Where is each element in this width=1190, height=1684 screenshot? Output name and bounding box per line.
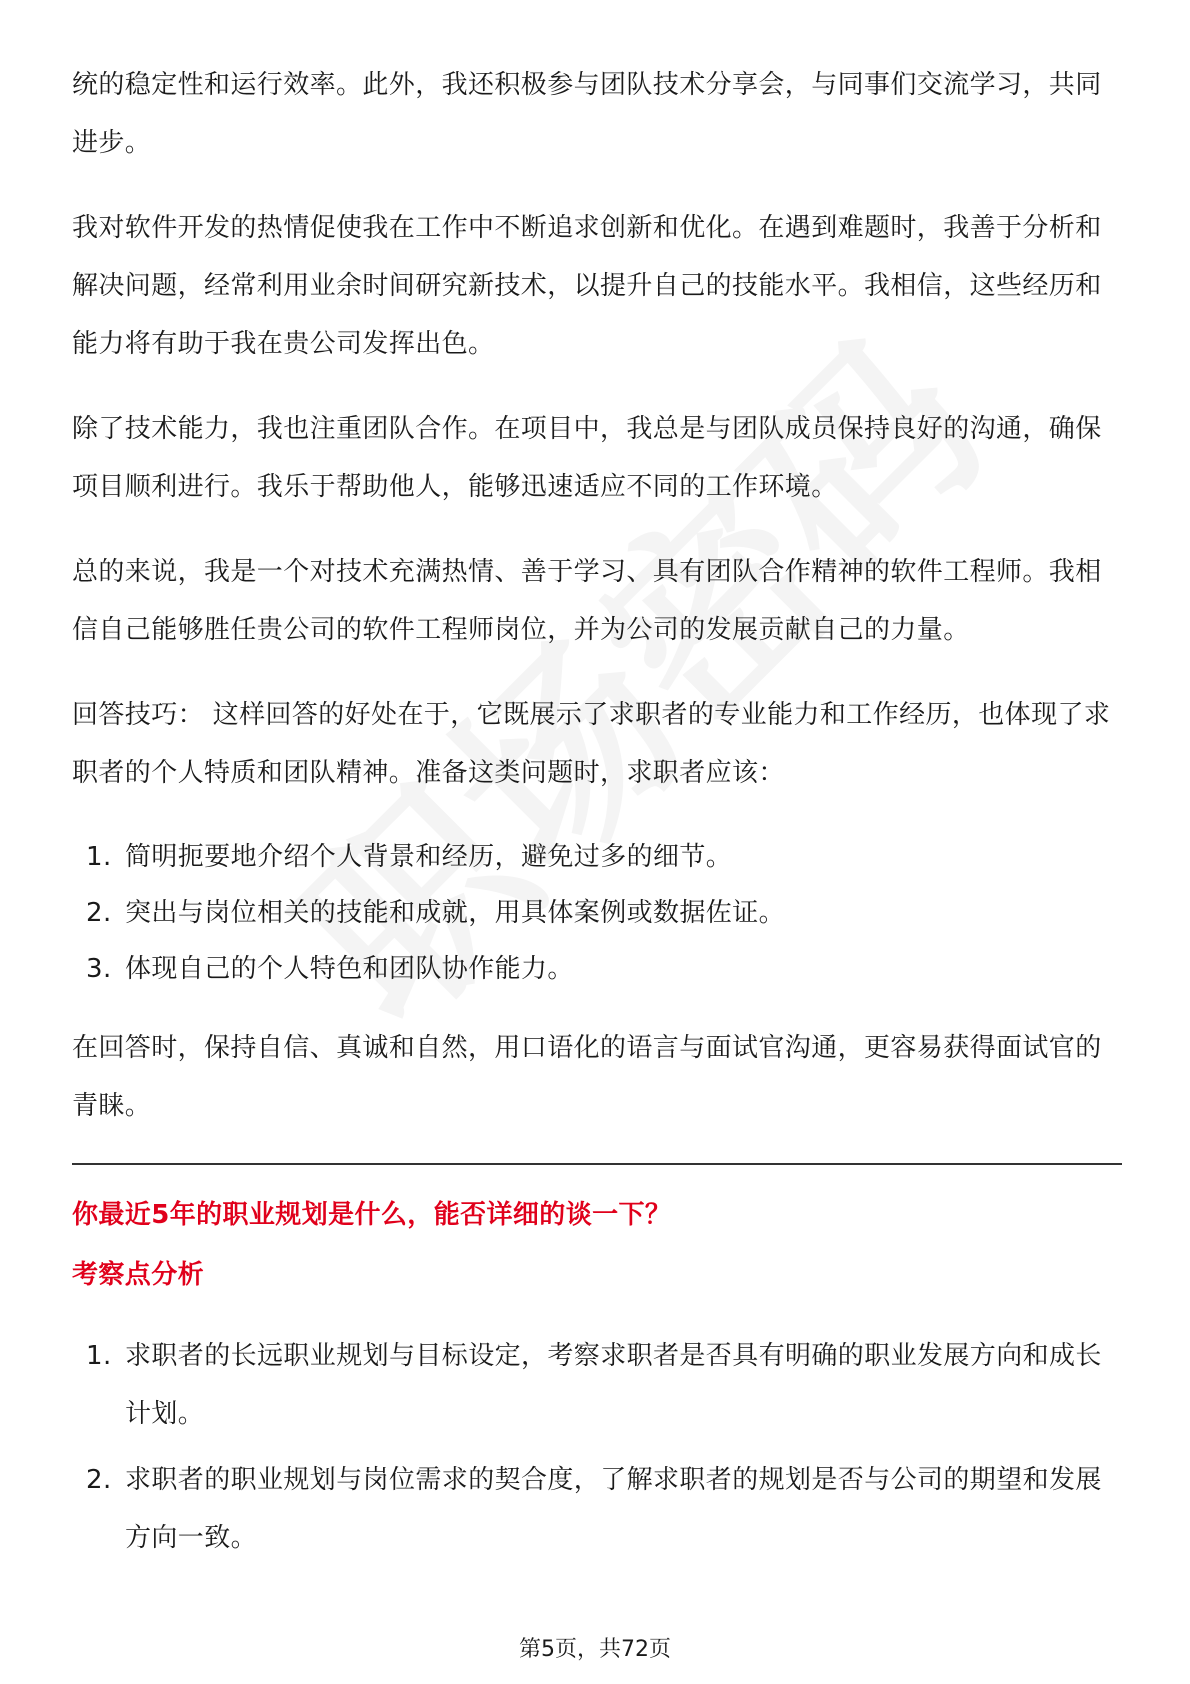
list-number: 1.: [86, 842, 112, 872]
list-item: [72, 941, 1122, 997]
paragraph-summary: 总的来说，我是一个对技术充满热情、善于学习、具有团队合作精神的软件工程师。我相信自己能够胜任贵公司的软件工程师岗位，并为公司的发展贡献自己的力量。: [72, 557, 1102, 645]
list-text: 体现自己的个人特色和团队协作能力。: [125, 954, 574, 984]
list-item: [72, 1451, 1122, 1567]
list-item: [72, 829, 1122, 885]
list-text: 简明扼要地介绍个人背景和经历，避免过多的细节。: [125, 842, 733, 872]
paragraph-passion: 我对软件开发的热情促使我在工作中不断追求创新和优化。在遇到难题时，我善于分析和解决问题，经常利用业余时间研究新技术，以提升自己的技能水平。我相信，这些经历和能力将有助于我在贵公司发挥出色。: [72, 213, 1102, 359]
page-footer: 第5页，共72页: [519, 1637, 671, 1662]
page-content: [72, 56, 1122, 1575]
list-text: 求职者的职业规划与岗位需求的契合度，了解求职者的规划是否与公司的期望和发展方向一致。: [125, 1465, 1102, 1553]
paragraph-answer-tips: 回答技巧： 这样回答的好处在于，它既展示了求职者的专业能力和工作经历，也体现了求职者的个人特质和团队精神。准备这类问题时，求职者应该：: [72, 700, 1111, 788]
question-title: 你最近5年的职业规划是什么，能否详细的谈一下？: [72, 1200, 672, 1230]
analysis-heading: 考察点分析: [72, 1260, 205, 1290]
list-text: 求职者的长远职业规划与目标设定，考察求职者是否具有明确的职业发展方向和成长计划。: [125, 1341, 1102, 1429]
paragraph-teamwork: 除了技术能力，我也注重团队合作。在项目中，我总是与团队成员保持良好的沟通，确保项目顺利进行。我乐于帮助他人，能够迅速适应不同的工作环境。: [72, 414, 1102, 502]
list-number: 2.: [86, 1465, 112, 1495]
tips-list: [72, 829, 1122, 997]
paragraph-closing: 在回答时，保持自信、真诚和自然，用口语化的语言与面试官沟通，更容易获得面试官的青睐。: [72, 1033, 1102, 1121]
list-item: [72, 1327, 1122, 1443]
analysis-list: [72, 1327, 1122, 1567]
section-divider: [72, 1163, 1122, 1165]
paragraph-continuation: 统的稳定性和运行效率。此外，我还积极参与团队技术分享会，与同事们交流学习，共同进步。: [72, 70, 1102, 158]
list-number: 1.: [86, 1341, 112, 1371]
list-number: 2.: [86, 898, 112, 928]
list-item: [72, 885, 1122, 941]
list-text: 突出与岗位相关的技能和成就，用具体案例或数据佐证。: [125, 898, 786, 928]
list-number: 3.: [86, 954, 112, 984]
